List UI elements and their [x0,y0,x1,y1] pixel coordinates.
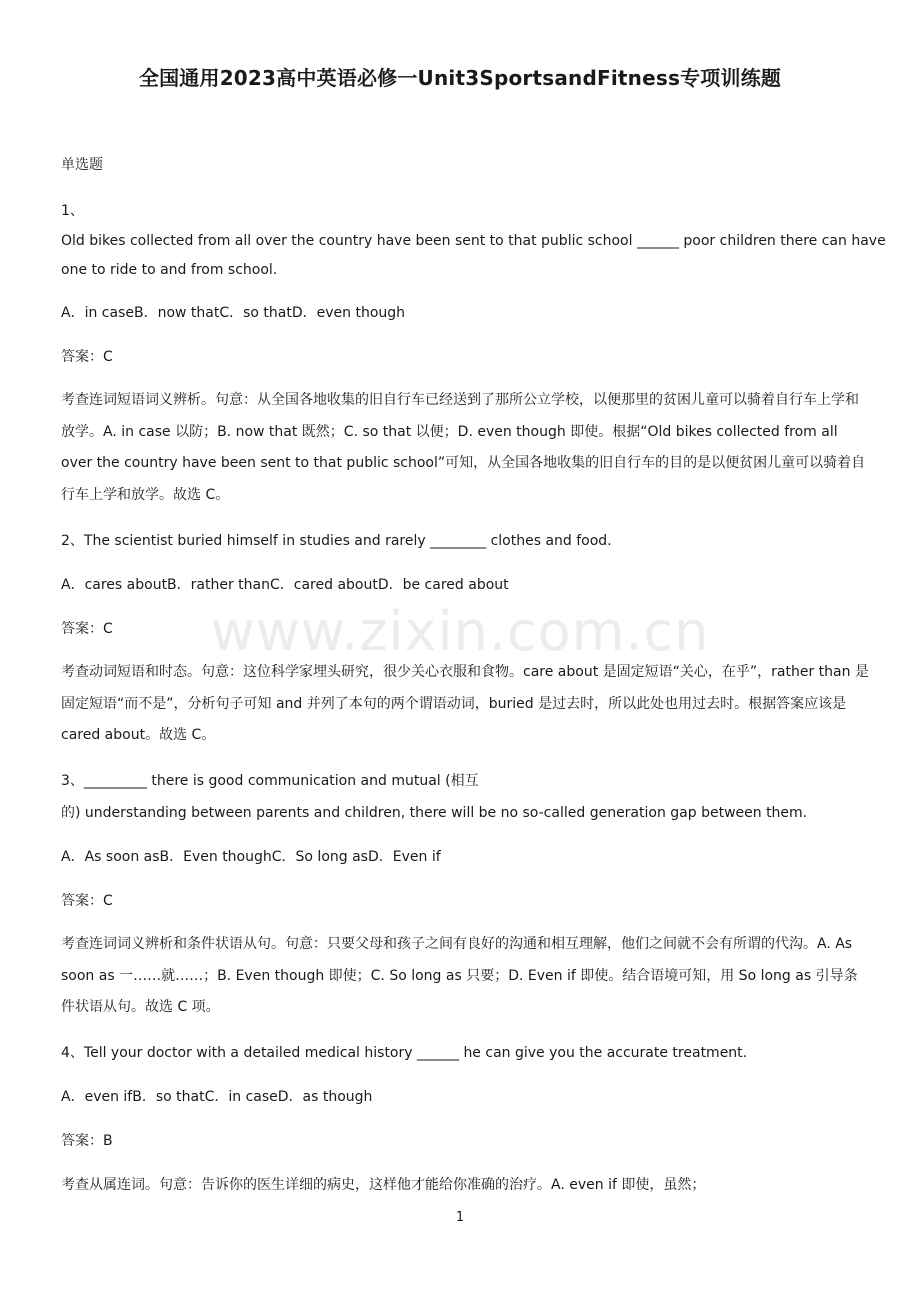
page-number: 1 [455,1210,465,1225]
answer-label: 答案：B [61,1133,113,1149]
answer-explanation: 考查从属连词。句意：告诉你的医生详细的病史，这样他才能给你准确的治疗。A. even if 即使，虽然； [61,1177,706,1193]
question-options: A．even ifB．so thatC．in caseD．as though [61,1089,373,1105]
answer-label: 答案：C [61,349,113,365]
question-stem: Old bikes collected from all over the country have been sent to that public school ______ poor children there can have [61,233,886,249]
answer-label: 答案：C [61,893,113,909]
question-stem: one to ride to and from school. [61,262,278,278]
question-options: A．As soon asB．Even thoughC．So long asD．Even if [61,849,441,865]
question-options: A．cares aboutB．rather thanC．cared aboutD．be cared about [61,577,509,593]
question-number: 1、 [61,203,84,219]
answer-explanation: 考查连词词义辨析和条件状语从句。句意：只要父母和孩子之间有良好的沟通和相互理解，他们之间就不会有所谓的代沟。A. As soon as 一……就……；B. Even though 即使；C. So long as 只要；D. Even if 即使。结合语境可知，用 So long as 引导条件状语从句。故选 C 项。 [61,936,858,1015]
question-stem: 2、The scientist buried himself in studies and rarely ________ clothes and food. [61,533,612,549]
answer-explanation: 考查连词短语词义辨析。句意：从全国各地收集的旧自行车已经送到了那所公立学校，以便那里的贫困儿童可以骑着自行车上学和放学。A. in case 以防；B. now that 既然；C. so that 以便；D. even though 即使。根据“Old bikes collected from all over the country have been sent to that public school”可知，从全国各地收集的旧自行车的目的是以便贫困儿童可以骑着自行车上学和放学。故选 C。 [61,392,866,503]
question-options: A．in caseB．now thatC．so thatD．even though [61,305,406,321]
question-stem: 4、Tell your doctor with a detailed medical history ______ he can give you the accurate treatment. [61,1045,748,1061]
answer-explanation: 考查动词短语和时态。句意：这位科学家埋头研究，很少关心衣服和食物。care about 是固定短语“关心，在乎”，rather than 是固定短语“而不是”，分析句子可知 and 并列了本句的两个谓语动词，buried 是过去时，所以此处也用过去时。根据答案应该是 cared about。故选 C。 [61,664,869,743]
question-stem: 3、_________ there is good communication and mutual (相互 [61,773,479,789]
document-title: 全国通用2023高中英语必修一Unit3SportsandFitness专项训练题 [138,66,782,90]
answer-label: 答案：C [61,621,113,637]
section-heading: 单选题 [61,157,103,173]
watermark: www.zixin.com.cn [210,600,710,663]
question-stem: 的) understanding between parents and children, there will be no so-called generation gap between them. [61,805,808,821]
